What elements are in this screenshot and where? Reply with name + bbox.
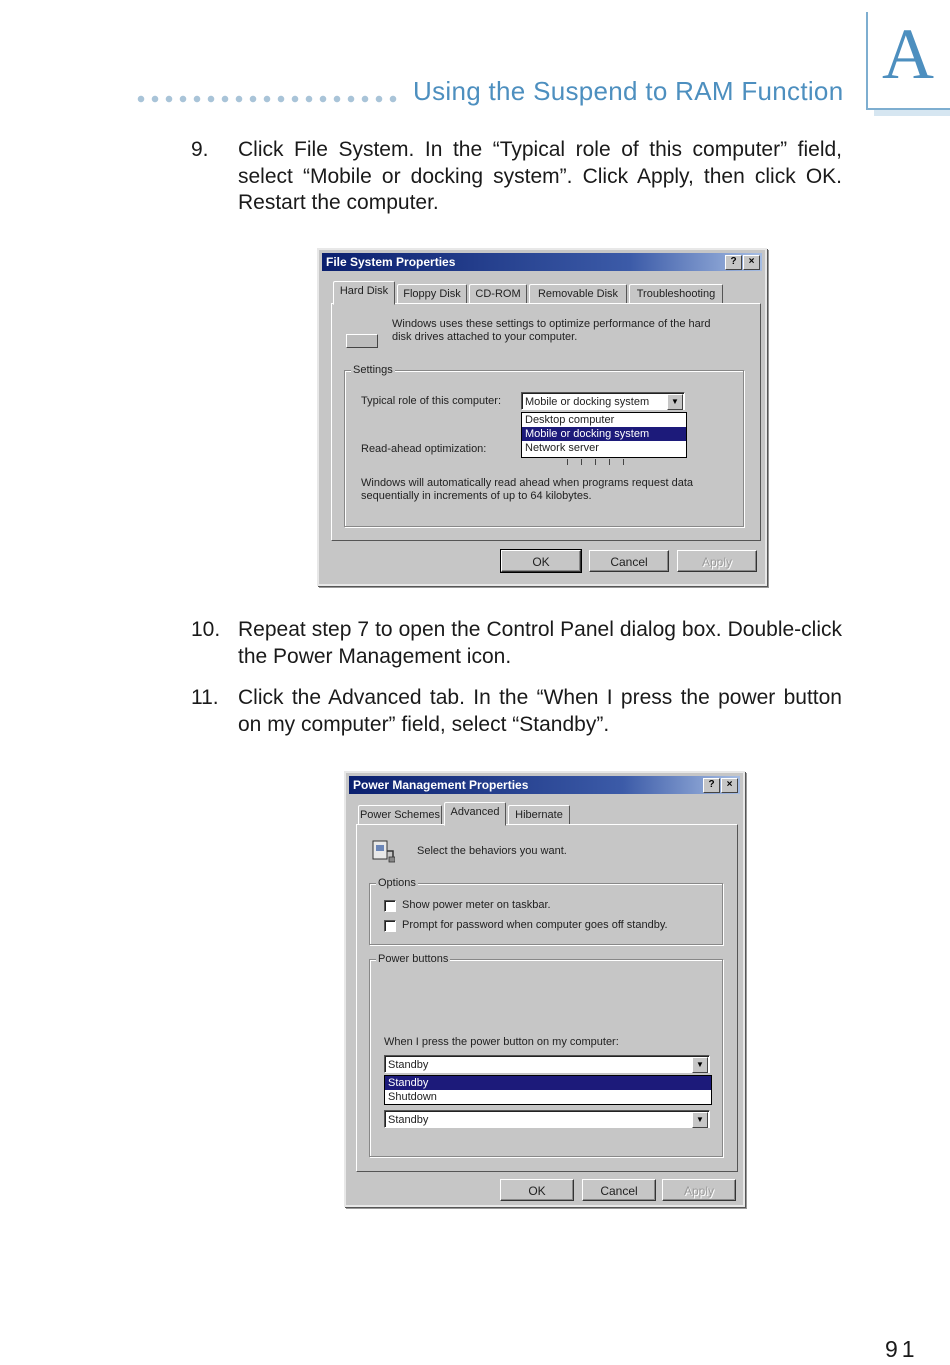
- tab-panel-advanced: [356, 824, 738, 1172]
- show-power-meter-checkbox[interactable]: [384, 900, 396, 912]
- power-button-action-value: Standby: [388, 1059, 429, 1071]
- read-ahead-label: Read-ahead optimization:: [361, 443, 487, 455]
- step-text: Click File System. In the “Typical role of this computer” field, select “Mobile or docking system”. Click Apply, then click OK. Restart the computer.: [238, 138, 842, 214]
- apply-button[interactable]: Apply: [662, 1179, 736, 1201]
- chevron-down-icon[interactable]: ▼: [667, 394, 683, 410]
- appendix-tab-shadow: [874, 110, 950, 116]
- file-system-properties-dialog: [317, 248, 767, 586]
- read-ahead-note: Windows will automatically read ahead when programs request data sequentially in increments of up to 64 kilobytes.: [361, 477, 694, 502]
- step-text: Repeat step 7 to open the Control Panel dialog box. Double-click the Power Management icon.: [238, 618, 842, 668]
- option-desktop-computer[interactable]: Desktop computer: [525, 414, 615, 426]
- hard-disk-icon: [346, 334, 378, 348]
- prompt-password-label: Prompt for password when computer goes off standby.: [402, 919, 668, 931]
- step-text: Click the Advanced tab. In the “When I press the power button on my computer” field, select “Standby”.: [238, 686, 842, 736]
- appendix-tab: [866, 12, 950, 110]
- option-network-server[interactable]: Network server: [525, 442, 599, 454]
- tab-hibernate[interactable]: Hibernate: [508, 805, 570, 825]
- step-number: 10.: [191, 618, 221, 641]
- settings-group: [344, 364, 744, 527]
- options-legend: Options: [378, 877, 416, 889]
- prompt-password-checkbox[interactable]: [384, 920, 396, 932]
- power-buttons-group: [369, 953, 723, 1157]
- power-button-action-dropdown: [384, 1075, 712, 1105]
- second-power-action-value: Standby: [388, 1114, 429, 1126]
- tab-panel-hard-disk: [331, 303, 761, 541]
- typical-role-value: Mobile or docking system: [525, 396, 650, 408]
- typical-role-label: Typical role of this computer:: [361, 395, 502, 407]
- header-dot-rule: [137, 95, 402, 103]
- second-power-action-select[interactable]: [384, 1110, 710, 1128]
- close-button[interactable]: ×: [721, 778, 738, 793]
- section-title: Using the Suspend to RAM Function: [413, 76, 844, 106]
- intro-text: Windows uses these settings to optimize performance of the hard disk drives attached to your computer.: [392, 318, 711, 343]
- cancel-button[interactable]: Cancel: [589, 550, 669, 572]
- when-press-label: When I press the power button on my computer:: [384, 1036, 619, 1048]
- appendix-letter: A: [882, 14, 934, 94]
- power-management-properties-dialog: [344, 771, 745, 1207]
- option-mobile-docking[interactable]: Mobile or docking system: [522, 427, 686, 441]
- close-button[interactable]: ×: [743, 255, 760, 270]
- option-shutdown[interactable]: Shutdown: [388, 1091, 437, 1103]
- settings-legend: Settings: [353, 364, 393, 376]
- step-11: [191, 685, 842, 739]
- tab-troubleshooting[interactable]: Troubleshooting: [629, 284, 723, 304]
- dialog-title: Power Management Properties: [353, 778, 529, 792]
- step-number: 9.: [191, 138, 209, 161]
- dialog-title: File System Properties: [326, 255, 456, 269]
- typical-role-select[interactable]: [521, 392, 685, 410]
- page-number: 91: [885, 1336, 919, 1362]
- help-button[interactable]: ?: [703, 778, 720, 793]
- step-9: [191, 137, 842, 217]
- tab-cd-rom[interactable]: CD-ROM: [469, 284, 527, 304]
- ok-button[interactable]: OK: [501, 550, 581, 572]
- tab-hard-disk[interactable]: Hard Disk: [333, 281, 395, 305]
- chevron-down-icon[interactable]: ▼: [692, 1112, 708, 1128]
- tab-advanced[interactable]: Advanced: [444, 802, 506, 826]
- chevron-down-icon[interactable]: ▼: [692, 1057, 708, 1073]
- options-group: [369, 877, 723, 945]
- step-number: 11.: [191, 686, 219, 709]
- tab-floppy-disk[interactable]: Floppy Disk: [397, 284, 467, 304]
- power-plug-icon: [371, 837, 395, 863]
- power-buttons-legend: Power buttons: [378, 953, 449, 965]
- read-ahead-slider-ticks[interactable]: [567, 459, 637, 465]
- apply-button[interactable]: Apply: [677, 550, 757, 572]
- dialog-titlebar: [322, 253, 762, 271]
- step-10: [191, 617, 842, 671]
- intro-text: Select the behaviors you want.: [417, 845, 567, 857]
- typical-role-dropdown: [521, 412, 687, 458]
- tab-removable-disk[interactable]: Removable Disk: [529, 284, 627, 304]
- dialog-titlebar: [349, 776, 740, 794]
- show-power-meter-label: Show power meter on taskbar.: [402, 899, 551, 911]
- power-button-action-select[interactable]: [384, 1055, 710, 1073]
- tab-power-schemes[interactable]: Power Schemes: [358, 805, 442, 825]
- option-standby[interactable]: Standby: [385, 1076, 711, 1090]
- ok-button[interactable]: OK: [500, 1179, 574, 1201]
- help-button[interactable]: ?: [725, 255, 742, 270]
- cancel-button[interactable]: Cancel: [582, 1179, 656, 1201]
